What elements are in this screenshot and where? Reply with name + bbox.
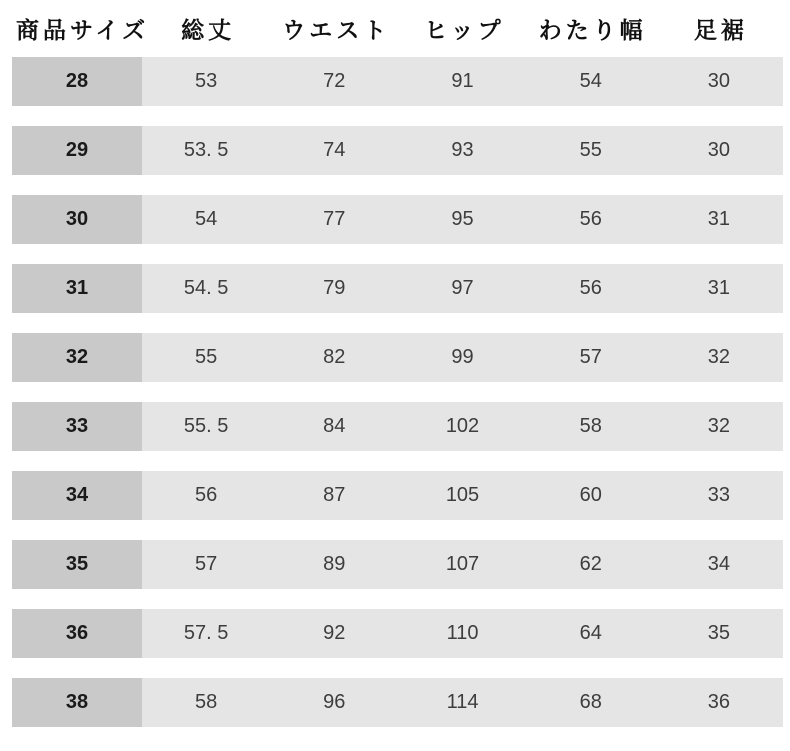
table-row [12,402,783,451]
value-cell: 79 [323,277,346,299]
row-values [142,264,783,313]
value-cell: 105 [445,484,480,506]
row-values [142,333,783,382]
value-cell: 60 [579,484,602,506]
value-cell: 96 [323,691,346,713]
value-cell: 32 [707,346,731,368]
column-header-waist: ウエスト [282,17,391,43]
value-cell: 54 [579,70,602,92]
value-cell: 56 [579,208,602,230]
value-cell: 33 [707,484,731,506]
value-cell: 58 [194,691,218,713]
row-values [142,471,783,520]
value-cell: 58 [579,415,602,437]
value-cell: 32 [707,415,731,437]
value-cell: 54 [194,208,218,230]
table-row [12,195,783,244]
value-cell: 56 [579,277,602,299]
row-values [142,57,783,106]
value-cell: 62 [579,553,602,575]
size-cell: 28 [12,57,142,106]
value-cell: 95 [451,208,474,230]
table-row [12,333,783,382]
row-values [142,609,783,658]
value-cell: 107 [445,553,480,575]
value-cell: 102 [445,415,480,437]
value-cell: 53. 5 [183,139,229,161]
value-cell: 56 [194,484,218,506]
value-cell: 35 [707,622,731,644]
table-row [12,471,783,520]
row-values [142,126,783,175]
table-header [0,0,790,57]
size-cell: 31 [12,264,142,313]
value-cell: 31 [707,277,731,299]
value-cell: 64 [579,622,602,644]
value-cell: 74 [323,139,346,161]
size-cell: 35 [12,540,142,589]
value-cell: 30 [707,70,731,92]
value-cell: 110 [446,622,479,644]
value-cell: 68 [579,691,602,713]
column-header-product-size: 商品サイズ [16,17,150,43]
value-cell: 93 [451,139,474,161]
value-cell: 57 [579,346,602,368]
value-cell: 36 [707,691,731,713]
value-cell: 91 [451,70,474,92]
row-values [142,678,783,727]
row-values [142,540,783,589]
column-header-total-length: 総丈 [181,17,236,43]
table-row [12,609,783,658]
size-cell: 38 [12,678,142,727]
value-cell: 55 [194,346,218,368]
value-cell: 97 [451,277,474,299]
table-row [12,678,783,727]
value-cell: 82 [323,346,346,368]
value-cell: 34 [707,553,731,575]
size-cell: 32 [12,333,142,382]
size-cell: 33 [12,402,142,451]
column-header-hip: ヒップ [424,17,505,43]
value-cell: 72 [323,70,346,92]
value-cell: 114 [446,691,479,713]
value-cell: 77 [323,208,346,230]
value-cell: 54. 5 [183,277,229,299]
row-values [142,402,783,451]
size-cell: 30 [12,195,142,244]
value-cell: 55 [579,139,602,161]
table-body [0,57,790,727]
value-cell: 99 [451,346,474,368]
value-cell: 57. 5 [183,622,229,644]
value-cell: 55. 5 [183,415,229,437]
value-cell: 89 [323,553,346,575]
value-cell: 31 [707,208,731,230]
value-cell: 92 [323,622,346,644]
table-row [12,540,783,589]
value-cell: 53 [194,70,218,92]
size-cell: 36 [12,609,142,658]
value-cell: 57 [194,553,218,575]
column-header-leg-hem: 足裾 [693,17,748,43]
table-row [12,126,783,175]
value-cell: 84 [323,415,346,437]
column-header-thigh-width: わたり幅 [538,17,647,43]
table-row [12,264,783,313]
value-cell: 87 [323,484,346,506]
size-cell: 34 [12,471,142,520]
row-values [142,195,783,244]
size-cell: 29 [12,126,142,175]
value-cell: 30 [707,139,731,161]
table-row [12,57,783,106]
